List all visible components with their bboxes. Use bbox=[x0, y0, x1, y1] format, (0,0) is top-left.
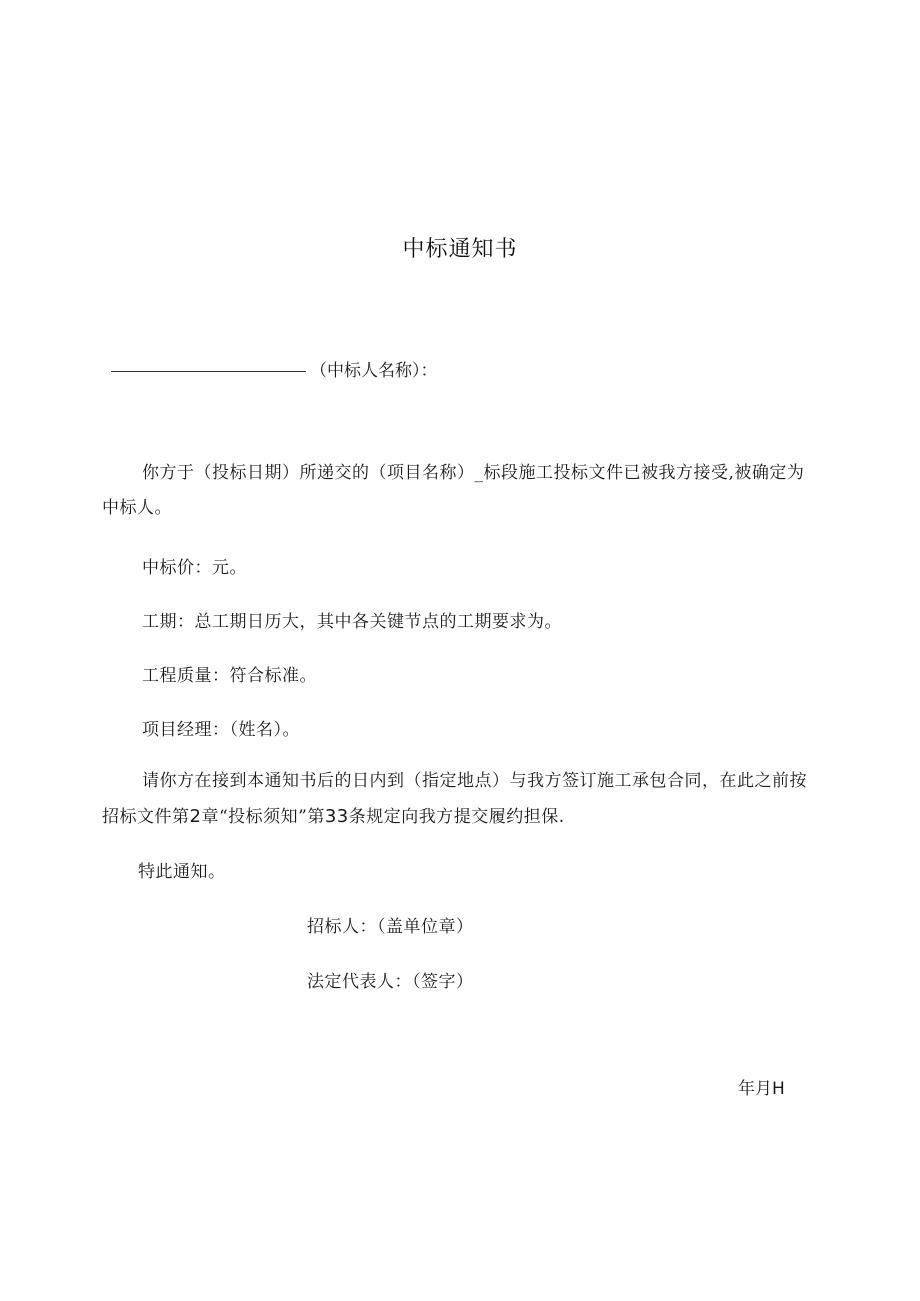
duration-line: 工期：总工期日历大，其中各关键节点的工期要求为。 bbox=[142, 612, 562, 632]
winner-name-blank bbox=[111, 370, 306, 372]
article-number: 33 bbox=[324, 806, 349, 827]
contract-paragraph bbox=[102, 764, 814, 835]
quality-line: 工程质量：符合标准。 bbox=[142, 666, 317, 686]
contract-text-b: 章“投标须知”第 bbox=[201, 807, 325, 827]
contract-text-a: 请你方在接到本通知书后的日内到（指定地点）与我方签订施工承包合同，在此之前按招标文件第 bbox=[102, 771, 807, 827]
acceptance-text: 你方于（投标日期）所递交的（项目名称）_标段施工投标文件已被我方接受,被确定为中标人。 bbox=[102, 463, 805, 518]
bid-price-line: 中标价：元。 bbox=[142, 558, 247, 578]
contract-text-c: 条规定向我方提交履约担保. bbox=[348, 807, 565, 827]
legal-representative-signature: 法定代表人：（签字） bbox=[307, 972, 474, 992]
date-line: 年月H bbox=[738, 1079, 785, 1099]
acceptance-paragraph bbox=[102, 456, 814, 526]
project-manager-line: 项目经理：（姓名）。 bbox=[142, 720, 300, 740]
chapter-number: 2 bbox=[189, 806, 202, 827]
salutation-text: （中标人名称）： bbox=[310, 361, 438, 381]
salutation bbox=[111, 356, 438, 381]
page-title: 中标通知书 bbox=[402, 237, 518, 262]
tenderer-signature: 招标人：（盖单位章） bbox=[307, 917, 474, 937]
notice-line: 特此通知。 bbox=[138, 862, 226, 882]
